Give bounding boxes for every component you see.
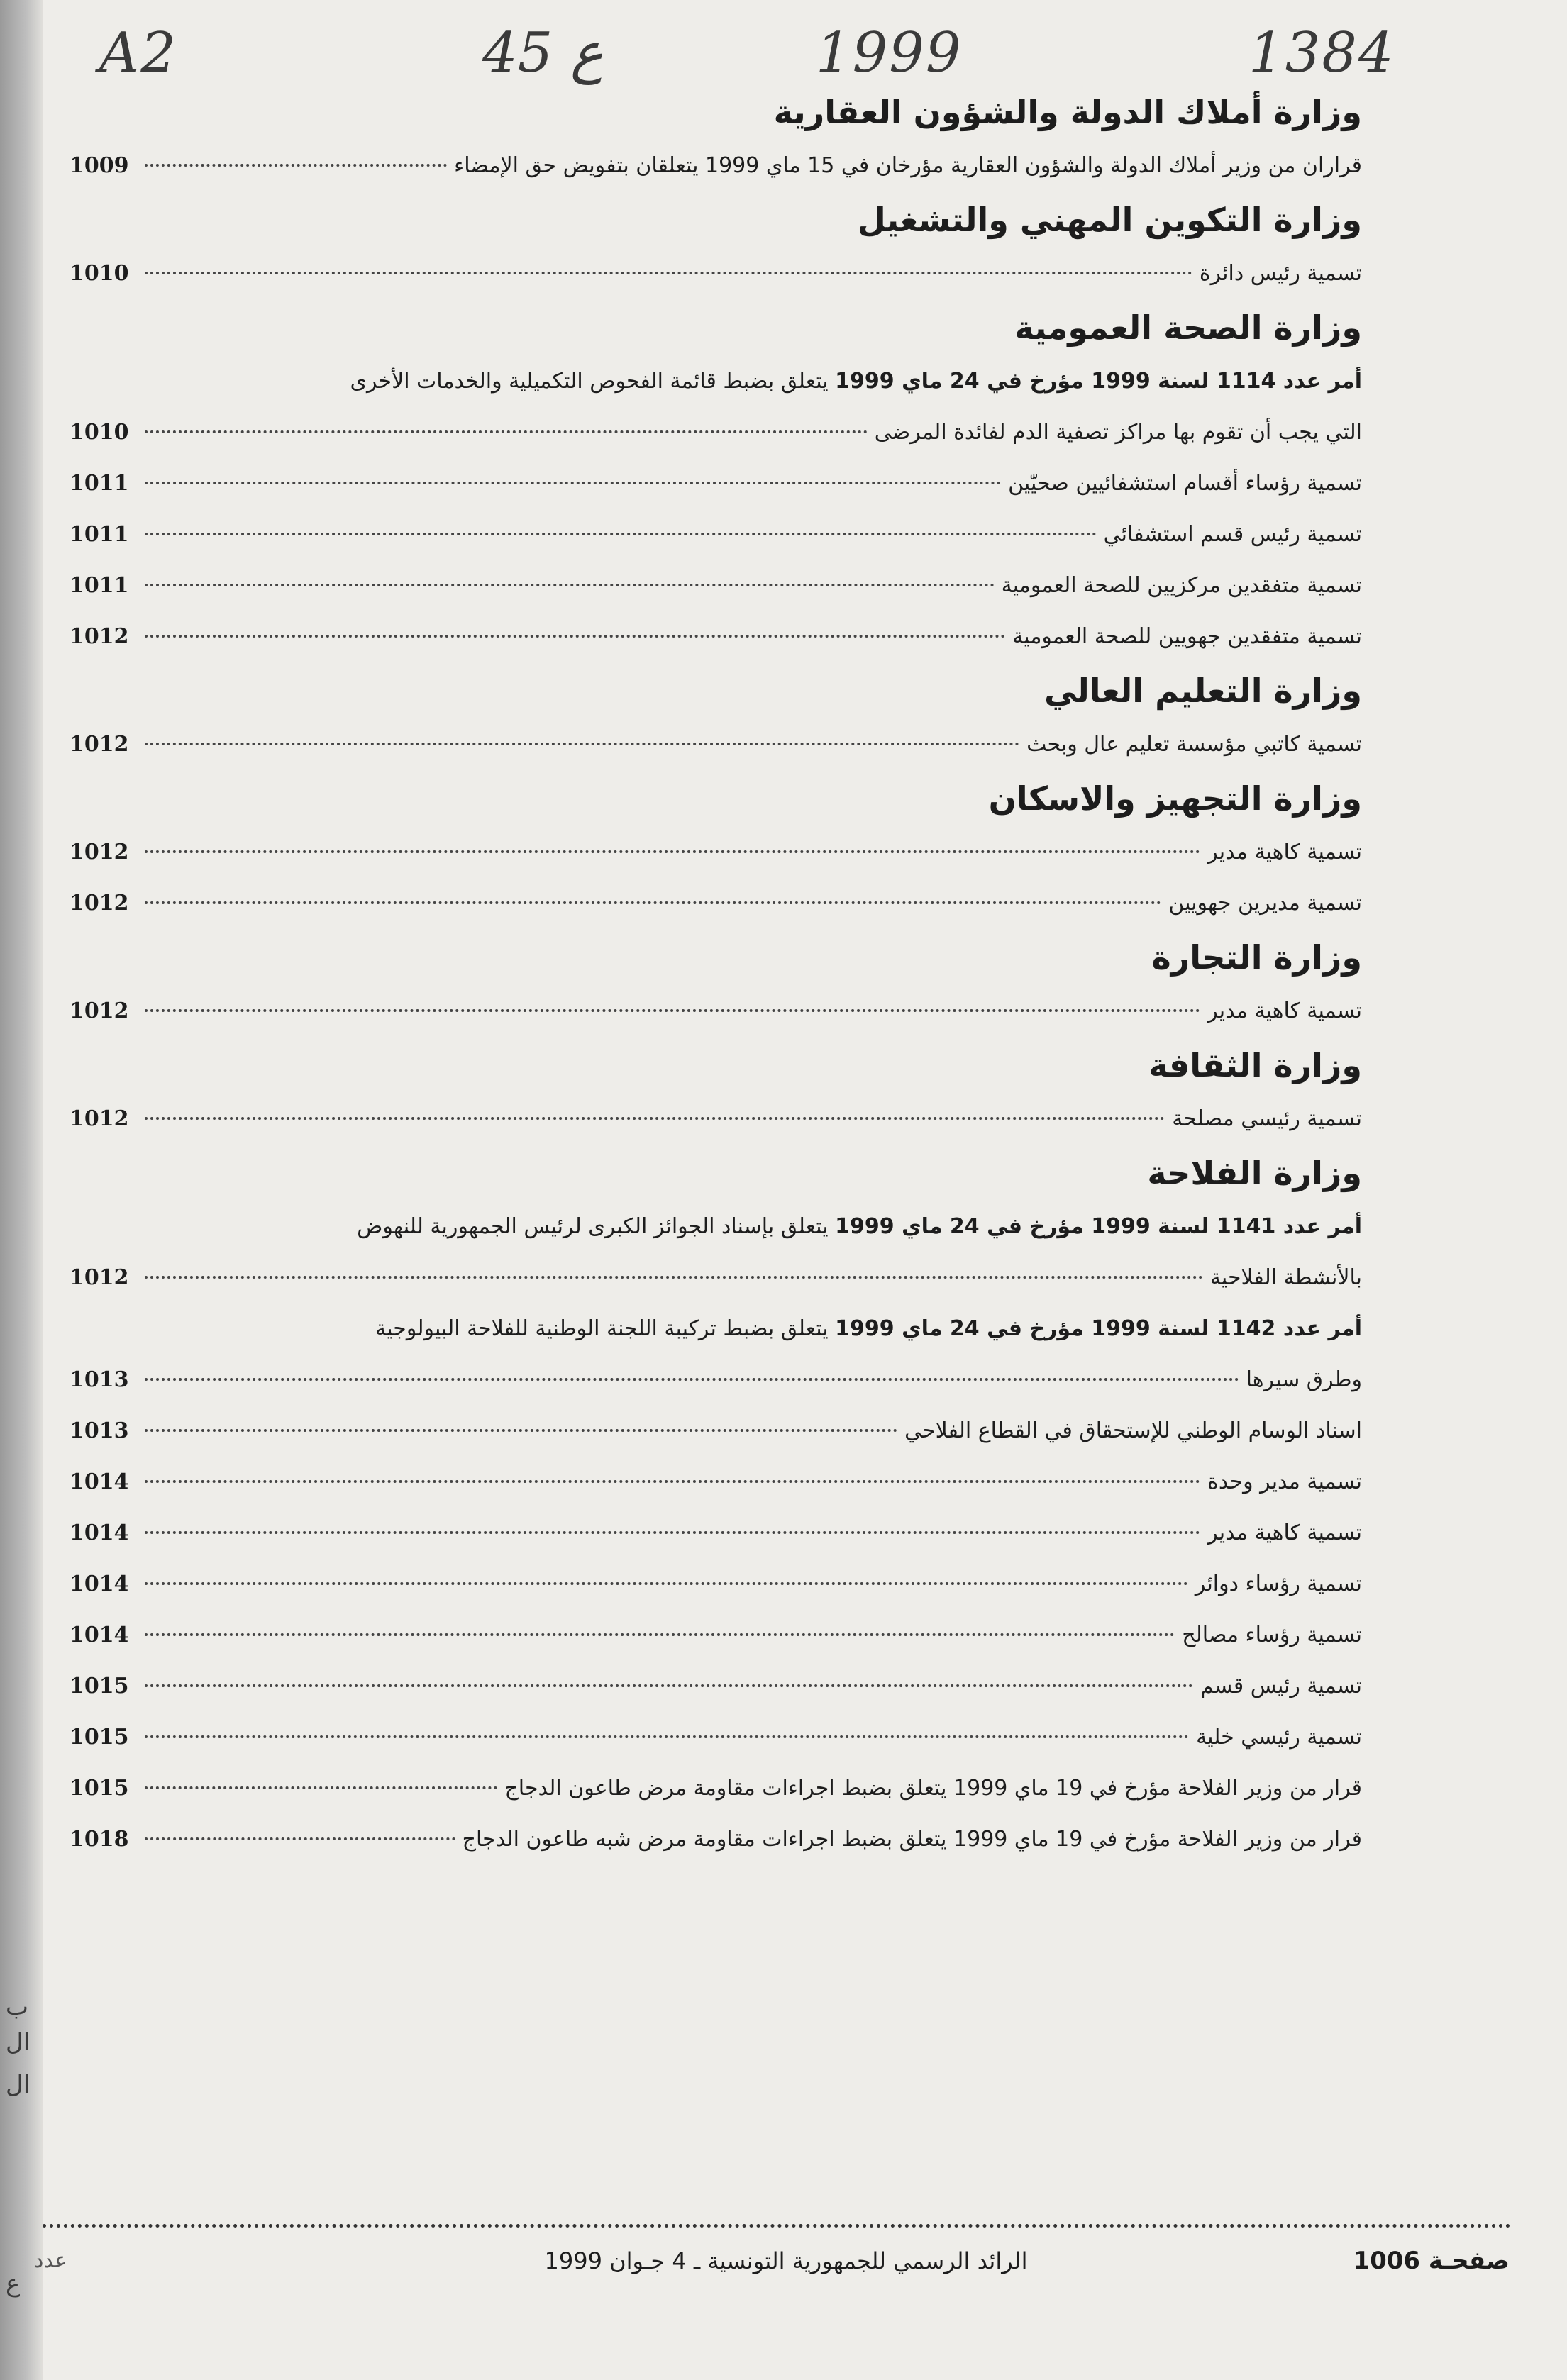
- dot-leader: [145, 1735, 1189, 1738]
- toc-entry-multiline: [70, 1201, 1362, 1252]
- section-heading: وزارة الصحة العمومية: [1014, 308, 1362, 347]
- entry-title: التي يجب أن تقوم بها مراكز تصفية الدم لفائدة المرضى: [874, 420, 1362, 445]
- dot-leader: [145, 164, 447, 167]
- entry-title: تسمية مدير وحدة: [1207, 1469, 1362, 1494]
- footer-divider: [43, 2224, 1511, 2228]
- dot-leader: [145, 1633, 1175, 1636]
- handwritten-note-3: 1999: [816, 21, 963, 85]
- toc-entry: [70, 560, 1362, 611]
- entry-page-number: 1011: [70, 522, 129, 547]
- toc-entry: [70, 509, 1362, 560]
- dot-leader: [145, 1009, 1200, 1012]
- entry-title: قرار من وزير الفلاحة مؤرخ في 19 ماي 1999 يتعلق بضبط اجراءات مقاومة مرض طاعون الدجاج: [504, 1776, 1362, 1801]
- entry-title: تسمية رؤساء أقسام استشفائيين صحيّين: [1008, 471, 1362, 496]
- toc-entry: [70, 1094, 1362, 1145]
- entry-page-number: 1011: [70, 573, 129, 598]
- dot-leader: [145, 1582, 1188, 1585]
- toc-entry: [70, 1355, 1362, 1406]
- toc-entry: [70, 611, 1362, 662]
- entry-page-number: 1014: [70, 1469, 129, 1494]
- toc-entry-multiline: [70, 356, 1362, 407]
- dot-leader: [145, 850, 1200, 853]
- dot-leader: [145, 1684, 1193, 1687]
- entry-first-line: [70, 1201, 1362, 1252]
- dot-leader: [145, 1480, 1200, 1483]
- entry-title: تسمية متفقدين مركزيين للصحة العمومية: [1001, 573, 1362, 598]
- entry-page-number: 1014: [70, 1623, 129, 1647]
- binding-shadow: [0, 0, 43, 2380]
- entry-page-number: 1010: [70, 261, 129, 286]
- dot-leader: [145, 1786, 497, 1789]
- toc-entry: [70, 1814, 1362, 1865]
- toc-entry: [70, 1712, 1362, 1763]
- dot-leader: [145, 1378, 1239, 1381]
- toc-entry: [70, 1508, 1362, 1559]
- entry-first-line: [70, 1303, 1362, 1355]
- toc-entry: [70, 1763, 1362, 1814]
- toc-entry: [70, 1661, 1362, 1712]
- decree-subject: يتعلق بضبط قائمة الفحوص التكميلية والخدمات الأخرى: [350, 369, 829, 394]
- entry-title: قراران من وزير أملاك الدولة والشؤون العقارية مؤرخان في 15 ماي 1999 يتعلقان بتفويض حق الإمضاء: [454, 153, 1362, 178]
- toc-entry: [70, 827, 1362, 878]
- dot-leader: [145, 430, 868, 433]
- entry-page-number: 1012: [70, 732, 129, 757]
- toc-entry: [70, 719, 1362, 770]
- entry-title: اسناد الوسام الوطني للإستحقاق في القطاع الفلاحي: [904, 1418, 1362, 1443]
- entry-title: بالأنشطة الفلاحية: [1209, 1265, 1362, 1290]
- toc-entry: [70, 1252, 1362, 1303]
- toc-entry: [70, 1406, 1362, 1457]
- handwritten-note-4: 1384: [1248, 21, 1395, 85]
- entry-title: تسمية مديرين جهويين: [1168, 891, 1362, 916]
- decree-reference: أمر عدد 1114 لسنة 1999 مؤرخ في 24 ماي 1999: [835, 369, 1362, 394]
- margin-fragment-4: ع: [6, 2269, 21, 2298]
- table-of-contents: [70, 84, 1362, 1865]
- dot-leader: [145, 1429, 897, 1432]
- handwritten-note-2: ع 45: [482, 21, 604, 85]
- margin-fragment-3: ال: [6, 2071, 31, 2099]
- entry-title: وطرق سيرها: [1246, 1367, 1362, 1392]
- entry-page-number: 1012: [70, 1265, 129, 1290]
- toc-entry: [70, 878, 1362, 929]
- entry-title: تسمية كاتبي مؤسسة تعليم عال وبحث: [1026, 732, 1362, 757]
- toc-entry-multiline: [70, 1303, 1362, 1355]
- toc-entry: [70, 140, 1362, 191]
- entry-page-number: 1013: [70, 1367, 129, 1392]
- entry-title: تسمية كاهية مدير: [1207, 999, 1362, 1023]
- dot-leader: [145, 533, 1097, 535]
- entry-page-number: 1012: [70, 891, 129, 916]
- entry-page-number: 1011: [70, 471, 129, 496]
- entry-page-number: 1014: [70, 1572, 129, 1596]
- dot-leader: [145, 482, 1001, 484]
- entry-page-number: 1012: [70, 624, 129, 649]
- entry-page-number: 1014: [70, 1520, 129, 1545]
- dot-leader: [145, 901, 1161, 904]
- entry-title: تسمية كاهية مدير: [1207, 1520, 1362, 1545]
- entry-page-number: 1018: [70, 1827, 129, 1852]
- entry-first-line: [70, 356, 1362, 407]
- section-heading: وزارة التجهيز والاسكان: [988, 779, 1362, 818]
- toc-entry: [70, 248, 1362, 299]
- margin-fragment-2: ال: [6, 2028, 31, 2057]
- entry-page-number: 1012: [70, 840, 129, 864]
- entry-title: تسمية رؤساء مصالح: [1182, 1623, 1362, 1647]
- toc-entry: [70, 1559, 1362, 1610]
- decree-subject: يتعلق بإسناد الجوائز الكبرى لرئيس الجمهورية للنهوض: [357, 1214, 829, 1239]
- dot-leader: [145, 1837, 455, 1840]
- section-heading: وزارة التعليم العالي: [1043, 672, 1362, 710]
- section-heading: وزارة التكوين المهني والتشغيل: [857, 201, 1362, 239]
- entry-page-number: 1013: [70, 1418, 129, 1443]
- entry-title: تسمية رؤساء دوائر: [1195, 1572, 1362, 1596]
- entry-page-number: 1015: [70, 1725, 129, 1750]
- page-footer: [34, 2240, 1510, 2282]
- decree-reference: أمر عدد 1141 لسنة 1999 مؤرخ في 24 ماي 1999: [835, 1214, 1362, 1239]
- section-heading: وزارة الثقافة: [1148, 1046, 1362, 1084]
- toc-entry: [70, 1610, 1362, 1661]
- dot-leader: [145, 743, 1019, 745]
- entry-title: تسمية متفقدين جهويين للصحة العمومية: [1012, 624, 1362, 649]
- decree-subject: يتعلق بضبط تركيبة اللجنة الوطنية للفلاحة البيولوجية: [375, 1316, 829, 1341]
- toc-entry: [70, 1457, 1362, 1508]
- entry-title: تسمية رئيسي خلية: [1196, 1725, 1362, 1750]
- handwritten-note-1: A2: [99, 21, 177, 85]
- dot-leader: [145, 584, 995, 586]
- entry-title: تسمية رئيس قسم استشفائي: [1103, 522, 1362, 547]
- toc-entry: [70, 458, 1362, 509]
- entry-page-number: 1009: [70, 153, 129, 178]
- decree-reference: أمر عدد 1142 لسنة 1999 مؤرخ في 24 ماي 1999: [835, 1316, 1362, 1341]
- entry-title: تسمية رئيسي مصلحة: [1172, 1106, 1362, 1131]
- dot-leader: [145, 1531, 1200, 1534]
- entry-title: قرار من وزير الفلاحة مؤرخ في 19 ماي 1999 يتعلق بضبط اجراءات مقاومة مرض شبه طاعون الدجاج: [462, 1827, 1362, 1852]
- entry-page-number: 1010: [70, 420, 129, 445]
- entry-title: تسمية كاهية مدير: [1207, 840, 1362, 864]
- dot-leader: [145, 272, 1192, 274]
- toc-entry: [70, 407, 1362, 458]
- entry-title: تسمية رئيس قسم: [1200, 1674, 1362, 1698]
- entry-page-number: 1012: [70, 1106, 129, 1131]
- toc-entry: [70, 986, 1362, 1037]
- entry-title: تسمية رئيس دائرة: [1199, 261, 1362, 286]
- footer-edge-text: عدد: [34, 2248, 68, 2273]
- footer-page-number: صفحـة 1006: [1353, 2247, 1510, 2275]
- section-heading: وزارة التجارة: [1151, 938, 1362, 977]
- dot-leader: [145, 635, 1005, 638]
- footer-journal-title: الرائد الرسمي للجمهورية التونسية ـ 4 جـوان 1999: [544, 2247, 1028, 2274]
- section-heading: وزارة أملاك الدولة والشؤون العقارية: [773, 93, 1362, 131]
- margin-fragment-1: ب: [6, 1993, 29, 2021]
- entry-page-number: 1012: [70, 999, 129, 1023]
- entry-page-number: 1015: [70, 1674, 129, 1698]
- section-heading: وزارة الفلاحة: [1147, 1154, 1362, 1192]
- entry-page-number: 1015: [70, 1776, 129, 1801]
- dot-leader: [145, 1276, 1203, 1279]
- dot-leader: [145, 1117, 1165, 1120]
